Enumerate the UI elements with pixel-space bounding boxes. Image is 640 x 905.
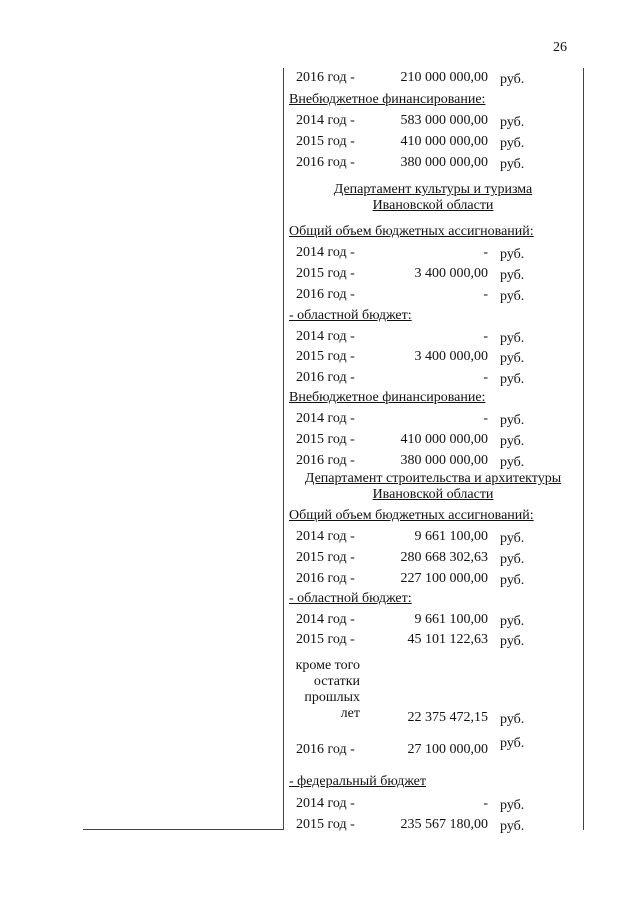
- row-year: 2015 год -: [296, 632, 355, 647]
- row-currency: руб.: [500, 413, 525, 428]
- department-title: Департамент строительства и архитектуры: [304, 471, 562, 486]
- row-amount: 583 000 000,00: [400, 113, 488, 128]
- row-year: 2014 год -: [296, 612, 355, 627]
- section-heading: - областной бюджет:: [289, 591, 412, 606]
- row-currency: руб.: [500, 434, 525, 449]
- row-amount: 380 000 000,00: [400, 453, 488, 468]
- row-currency: руб.: [500, 736, 525, 751]
- department-title: Ивановской области: [372, 487, 494, 502]
- row-amount: 9 661 100,00: [414, 529, 488, 544]
- row-amount: -: [483, 796, 488, 811]
- row-amount: 235 567 180,00: [400, 817, 488, 832]
- row-year: 2014 год -: [296, 411, 355, 426]
- note-line: кроме того: [295, 658, 360, 673]
- row-year: 2014 год -: [296, 113, 355, 128]
- row-amount: -: [483, 370, 488, 385]
- row-amount: -: [483, 411, 488, 426]
- row-amount: -: [483, 245, 488, 260]
- row-currency: руб.: [500, 115, 525, 130]
- bottom-left-rule: [83, 829, 283, 830]
- row-year: 2016 год -: [296, 571, 355, 586]
- row-year: 2016 год -: [296, 742, 355, 757]
- row-amount: 27 100 000,00: [407, 742, 488, 757]
- row-currency: руб.: [500, 634, 525, 649]
- row-amount: 280 668 302,63: [400, 550, 488, 565]
- row-year: 2015 год -: [296, 266, 355, 281]
- row-amount: 380 000 000,00: [400, 155, 488, 170]
- row-currency: руб.: [500, 331, 525, 346]
- row-currency: руб.: [500, 268, 525, 283]
- section-heading: Общий объем бюджетных ассигнований:: [289, 508, 534, 523]
- department-title: Ивановской области: [372, 198, 494, 213]
- row-year: 2015 год -: [296, 432, 355, 447]
- row-currency: руб.: [500, 798, 525, 813]
- row-amount: 410 000 000,00: [400, 432, 488, 447]
- row-amount: 45 101 122,63: [407, 632, 488, 647]
- row-amount: 3 400 000,00: [414, 266, 488, 281]
- row-amount: 22 375 472,15: [407, 710, 488, 725]
- row-currency: руб.: [500, 819, 525, 834]
- row-year: 2014 год -: [296, 245, 355, 260]
- note-line: остатки: [313, 674, 360, 689]
- note-line: прошлых: [304, 690, 360, 705]
- row-currency: руб.: [500, 573, 525, 588]
- section-heading: - областной бюджет:: [289, 308, 412, 323]
- row-amount: 210 000 000,00: [400, 70, 488, 85]
- row-currency: руб.: [500, 455, 525, 470]
- row-year: 2016 год -: [296, 453, 355, 468]
- section-heading: Внебюджетное финансирование:: [289, 92, 486, 107]
- row-amount: 9 661 100,00: [414, 612, 488, 627]
- row-currency: руб.: [500, 351, 525, 366]
- row-year: 2014 год -: [296, 796, 355, 811]
- row-currency: руб.: [500, 614, 525, 629]
- page-number: 26: [553, 40, 567, 55]
- row-amount: 3 400 000,00: [414, 349, 488, 364]
- row-year: 2014 год -: [296, 529, 355, 544]
- row-currency: руб.: [500, 136, 525, 151]
- department-title: Департамент культуры и туризма: [333, 182, 533, 197]
- row-currency: руб.: [500, 372, 525, 387]
- row-year: 2015 год -: [296, 349, 355, 364]
- row-year: 2015 год -: [296, 134, 355, 149]
- row-currency: руб.: [500, 72, 525, 87]
- section-heading: - федеральный бюджет: [289, 774, 427, 789]
- row-amount: -: [483, 329, 488, 344]
- right-column-border-right: [583, 68, 584, 830]
- section-heading: Общий объем бюджетных ассигнований:: [289, 224, 534, 239]
- row-amount: 410 000 000,00: [400, 134, 488, 149]
- row-year: 2016 год -: [296, 287, 355, 302]
- row-amount: 227 100 000,00: [400, 571, 488, 586]
- row-year: 2014 год -: [296, 329, 355, 344]
- row-currency: руб.: [500, 247, 525, 262]
- row-year: 2016 год -: [296, 70, 355, 85]
- row-currency: руб.: [500, 552, 525, 567]
- section-heading: Внебюджетное финансирование:: [289, 390, 486, 405]
- row-year: 2016 год -: [296, 370, 355, 385]
- row-amount: -: [483, 287, 488, 302]
- row-year: 2015 год -: [296, 817, 355, 832]
- row-currency: руб.: [500, 531, 525, 546]
- row-year: 2015 год -: [296, 550, 355, 565]
- note-line: лет: [340, 706, 360, 721]
- row-currency: руб.: [500, 712, 525, 727]
- row-currency: руб.: [500, 289, 525, 304]
- row-year: 2016 год -: [296, 155, 355, 170]
- row-currency: руб.: [500, 157, 525, 172]
